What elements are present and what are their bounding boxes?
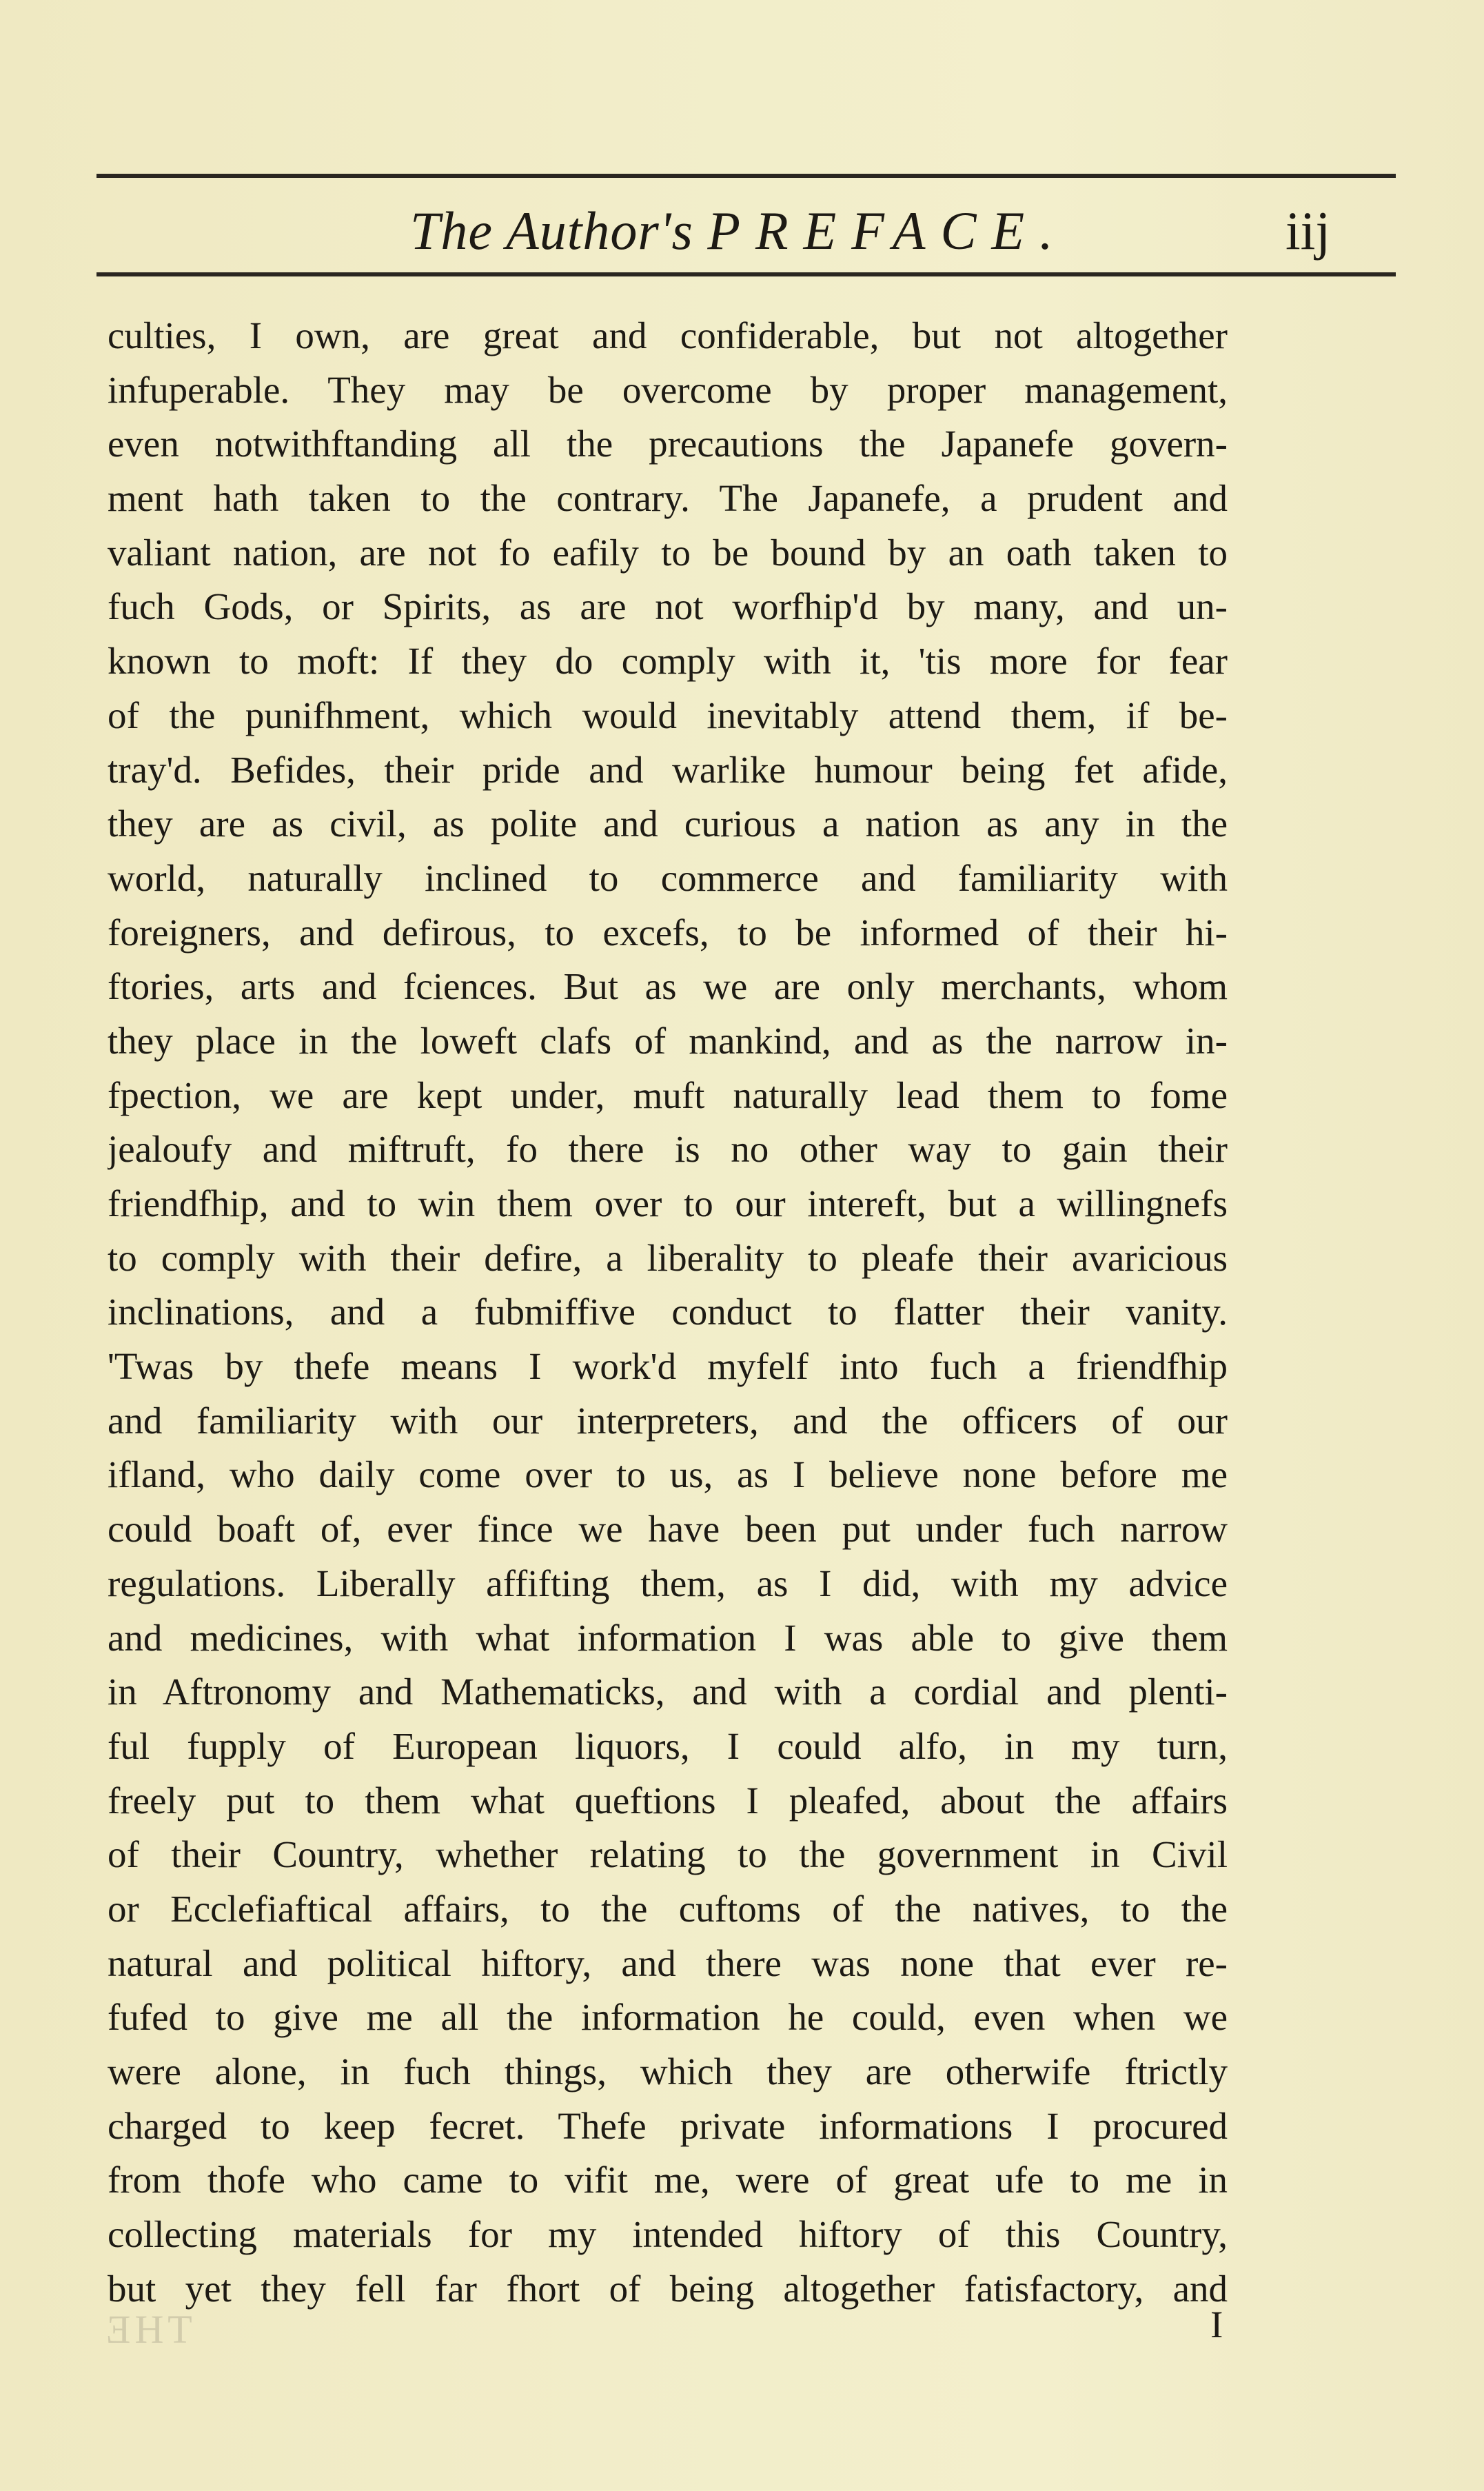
running-title-prefix: The Author's [410, 201, 693, 261]
text-line: but yet they fell far fhort of being altogether fatisfactory, and [108, 2267, 1228, 2310]
text-line: ful fupply of European liquors, I could alfo, in my turn, [108, 1724, 1228, 1767]
text-line: to comply with their defire, a liberality to pleafe their avaricious [108, 1236, 1228, 1279]
text-line: fpection, we are kept under, muft naturally lead them to fome [108, 1073, 1228, 1116]
text-line: friendfhip, and to win them over to our intereft, but a willingnefs [108, 1182, 1228, 1224]
text-line: natural and political hiftory, and there was none that ever re- [108, 1942, 1228, 1984]
text-line: culties, I own, are great and confiderable, but not altogether [108, 314, 1228, 356]
text-line: known to moft: If they do comply with it, 'tis more for fear [108, 640, 1228, 683]
text-line: from thofe who came to vifit me, were of great ufe to me in [108, 2159, 1228, 2201]
text-line: inclinations, and a fubmiffive conduct to flatter their vanity. [108, 1291, 1228, 1333]
text-line: ment hath taken to the contrary. The Japanefe, a prudent and [108, 477, 1228, 520]
body-text [108, 309, 1228, 2316]
header-rule-top [96, 174, 1396, 178]
text-line: 'Twas by thefe means I work'd myfelf into fuch a friendfhip [108, 1345, 1228, 1388]
text-line: ftories, arts and fciences. But as we are only merchants, whom [108, 965, 1228, 1008]
running-title [410, 200, 1068, 262]
text-line: could boaft of, ever fince we have been put under fuch narrow [108, 1508, 1228, 1551]
text-line: freely put to them what queftions I pleafed, about the affairs [108, 1779, 1228, 1822]
text-line: valiant nation, are not fo eafily to be bound by an oath taken to [108, 531, 1228, 574]
text-line: and medicines, with what information I was able to give them [108, 1616, 1228, 1659]
text-line: infuperable. They may be overcome by proper management, [108, 368, 1228, 411]
text-line: were alone, in fuch things, which they are otherwife ftrictly [108, 2050, 1228, 2092]
catchword: I [1210, 2303, 1223, 2346]
text-line: charged to keep fecret. Thefe private informations I procured [108, 2104, 1228, 2147]
text-line: of the punifhment, which would inevitably attend them, if be- [108, 694, 1228, 736]
text-line: they are as civil, as polite and curious a nation as any in the [108, 803, 1228, 845]
text-line: regulations. Liberally affifting them, as I did, with my advice [108, 1562, 1228, 1604]
text-line: fuch Gods, or Spirits, as are not worfhip'd by many, and un- [108, 585, 1228, 628]
text-line: and familiarity with our interpreters, and the officers of our [108, 1399, 1228, 1442]
text-line: or Ecclefiaftical affairs, to the cuftoms of the natives, to the [108, 1887, 1228, 1930]
text-line: foreigners, and defirous, to excefs, to be informed of their hi- [108, 911, 1228, 954]
text-line: collecting materials for my intended hiftory of this Country, [108, 2213, 1228, 2256]
text-line: fufed to give me all the information he could, even when we [108, 1996, 1228, 2039]
header-rule-bottom [96, 272, 1396, 276]
page-number: iij [1285, 201, 1331, 261]
text-line: ifland, who daily come over to us, as I believe none before me [108, 1453, 1228, 1496]
text-line: in Aftronomy and Mathematicks, and with a cordial and plenti- [108, 1671, 1228, 1713]
bleed-through-text: THE [102, 2307, 192, 2352]
text-line: even notwithftanding all the precautions the Japanefe govern- [108, 423, 1228, 465]
text-line: they place in the loweft clafs of mankind, and as the narrow in- [108, 1019, 1228, 1062]
text-line: of their Country, whether relating to the government in Civil [108, 1833, 1228, 1876]
running-title-caps: PREFACE. [707, 201, 1068, 261]
text-line: world, naturally inclined to commerce and familiarity with [108, 856, 1228, 899]
text-line: tray'd. Befides, their pride and warlike humour being fet afide, [108, 748, 1228, 791]
running-header [96, 181, 1396, 270]
text-line: jealoufy and miftruft, fo there is no other way to gain their [108, 1128, 1228, 1171]
